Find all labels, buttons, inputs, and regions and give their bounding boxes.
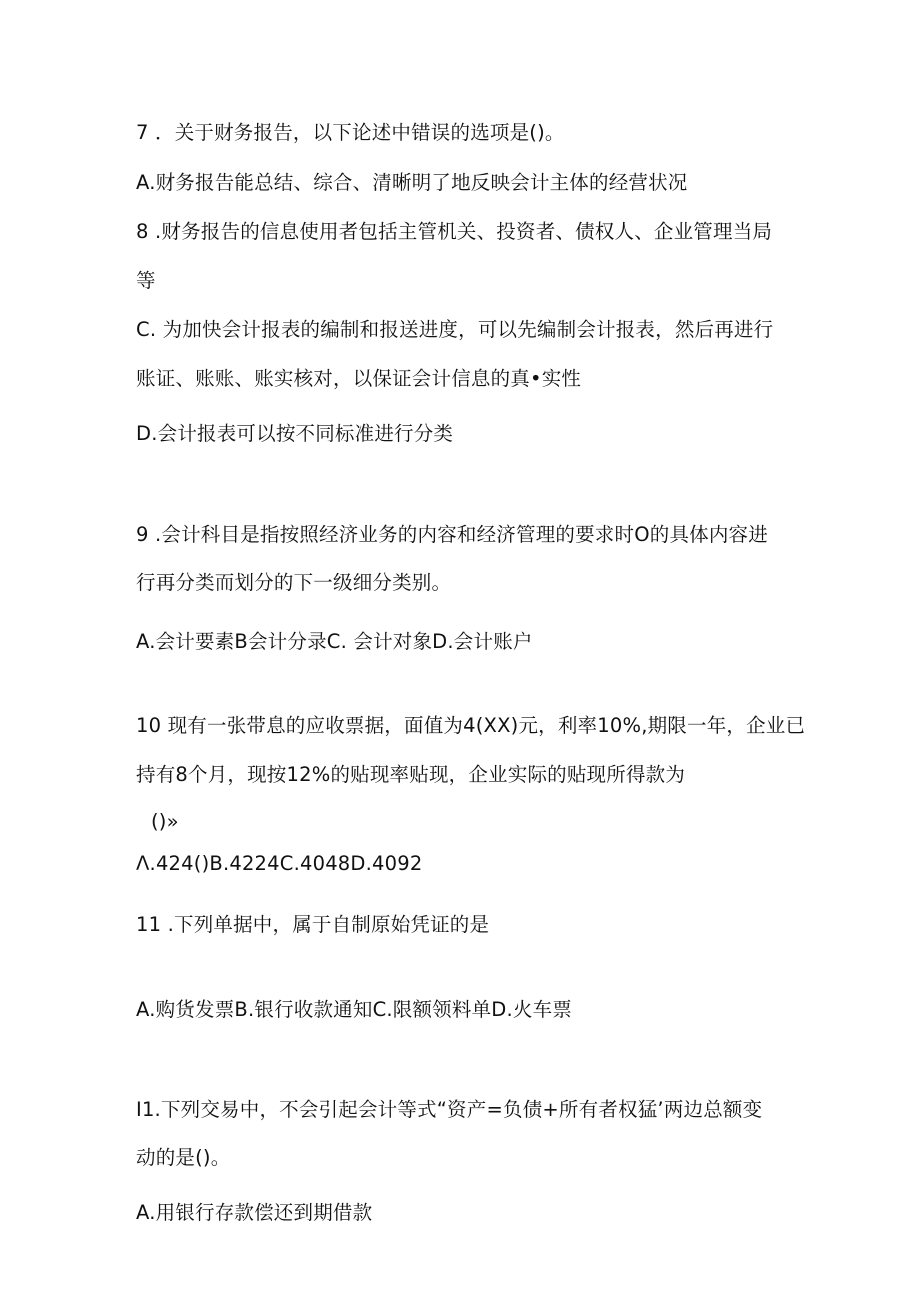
question-11-stem: 11 .下列单据中，属于自制原始凭证的是: [136, 913, 490, 936]
question-8-stem-continued: 等: [136, 269, 156, 292]
question-option-d: D.会计报表可以按不同标准进行分类: [136, 422, 454, 445]
question-10-stem-continued: 持有8个月，现按12%的贴现率贴现，企业实际的贴现所得款为: [136, 763, 686, 786]
question-8-stem: 8 .财务报告的信息使用者包括主管机关、投资者、债权人、企业管理当局: [136, 220, 773, 243]
question-option-c: C. 为加快会计报表的编制和报送进度，可以先编制会计报表，然后再进行: [136, 318, 774, 341]
question-option-c-continued: 账证、账账、账实核对，以保证会计信息的真•实性: [136, 367, 582, 390]
question-10-options: Λ.424()B.4224C.4048D.4092: [136, 852, 423, 875]
question-11b-stem-continued: 动的是()。: [136, 1146, 231, 1169]
question-11-options: A.购货发票B.银行收款通知C.限额领料单D.火车票: [136, 998, 572, 1021]
question-9-stem: 9 .会计科目是指按照经济业务的内容和经济管理的要求时O的具体内容进: [136, 523, 768, 546]
question-10-stem: 10 现有一张带息的应收票据，面值为4(XX)元，利率10%,期限一年，企业已: [136, 714, 806, 737]
question-7-option-a: A.财务报告能总结、综合、清晰明了地反映会计主体的经营状况: [136, 171, 688, 194]
question-10-answer-blank: ()»: [151, 810, 179, 833]
question-11b-stem: I1.下列交易中，不会引起会计等式“资产=负债+所有者权猛’两边总额变: [136, 1098, 763, 1121]
question-9-options: A.会计要素B会计分录C. 会计对象D.会计账户: [136, 630, 533, 653]
question-7-stem: 7 ．关于财务报告，以下论述中错误的选项是()。: [136, 121, 565, 144]
question-9-stem-continued: 行再分类而划分的下一级细分类别。: [136, 571, 452, 594]
question-11b-option-a: A.用银行存款偿还到期借款: [136, 1201, 373, 1224]
